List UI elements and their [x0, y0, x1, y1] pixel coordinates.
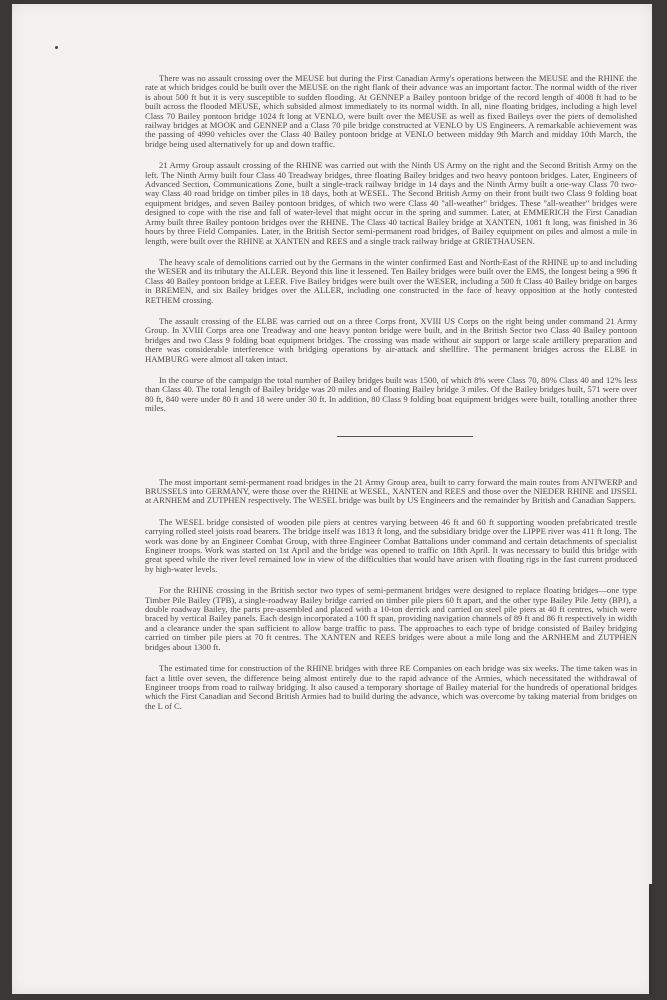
paragraph-elbe: The assault crossing of the ELBE was carried out on a three Corps front, XVIII US Corps on the right being under command 21 Army Group. In XVIII Corps area one Treadway and one heavy ponton bridge were built, and in the British Sector two Class 40 Bailey pontoon bridges and two Class 9 folding boat equipment bridges. The crossing was made without air support or large scale artillery preparation and there was considerable interference with bridging operations by air-attack and shellfire. The permanent bridges across the ELBE in HAMBURG were almost all taken intact. [145, 315, 637, 364]
document-page [12, 4, 652, 994]
paragraph-rhine-assault: 21 Army Group assault crossing of the RHINE was carried out with the Ninth US Army on the right and the Second British Army on the left. The Ninth Army built four Class 40 Treadway bridges, three floating Bailey bridges and two heavy pontoon bridges. Later, Engineers of Advanced Section, Communications Zone, built a single-track railway bridge in 14 days and the Ninth Army built a one-way Class 70 two-way Class 40 road bridge on timber piles in 18 days, both at WESEL. The Second British Army on their front built two Class 9 folding boat equipment bridges, and seven Bailey pontoon bridges, of which two were Class 40 "all-weather" bridges. These "all-weather" bridges were designed to cope with the rise and fall of water-level that might occur in the spring and summer. Later, at EMMERICH the First Canadian Army built three Bailey pontoon bridges over the RHINE. The Class 40 tactical Bailey bridge at XANTEN, 1081 ft long, was finished in 36 hours by three Field Companies. Later, in the British Sector semi-permanent road bridges, of Bailey equipment on piles and almost a mile in length, were built over the RHINE at XANTEN and REES and a single track railway bridge at GRIETHAUSEN. [145, 160, 637, 246]
paragraph-wesel: The WESEL bridge consisted of wooden pile piers at centres varying between 46 ft and 60 ft supporting wooden prefabricated trestle carrying rolled steel joists road bearers. The bridge itself was 1813 ft long, and the subsidiary bridge over the LIPPE river was 411 ft long. The work was done by an Engineer Combat Group, with three Engineer Combat Battalions under command and certain detachments of specialist Engineer troops. Work was started on 1st April and the bridge was opened to traffic on 18th April. It was necessary to build this bridge with great speed while the river level remained low in view of the difficulties that would have arisen with floating rigs in the fast current produced by high-water levels. [145, 516, 637, 574]
paragraph-demolitions: The heavy scale of demolitions carried out by the Germans in the winter confirmed East and North-East of the RHINE up to and including the WESER and its tributary the ALLER. Beyond this line it lessened. Ten Bailey bridges were built over the EMS, the longest being a 996 ft Class 40 Bailey pontoon bridge at LEER. Five Bailey bridges were built over the WESER, including a 500 ft Class 40 Bailey bridge on barges in BREMEN, and six Bailey bridges over the ALLER, including one constructed in the face of heavy opposition at the hotly contested RETHEM crossing. [145, 256, 637, 305]
divider-line [337, 436, 473, 437]
paragraph-bridge-totals: In the course of the campaign the total number of Bailey bridges built was 1500, of which 8% were Class 70, 80% Class 40 and 12% less than Class 40. The total length of Bailey bridge was 20 miles and of floating Bailey bridge 3 miles. Of the Bailey bridges built, 571 were over 80 ft, 840 were under 80 ft and 18 were under 30 ft. In addition, 80 Class 9 folding boat equipment bridges were built, totalling another three miles. [145, 374, 637, 414]
paragraph-construction-time: The estimated time for construction of the RHINE bridges with three RE Companies on each bridge was six weeks. The time taken was in fact a little over seven, the difference being almost entirely due to the rapid advance of the Armies, which necessitated the withdrawal of Engineer troops from road to railway bridging. It also caused a temporary shortage of Bailey material for the hundreds of operational bridges which the First Canadian and Second British Armies had to build during the advance, which was overcome by taking material from bridges on the L of C. [145, 663, 637, 711]
paragraph-rhine-british: For the RHINE crossing in the British sector two types of semi-permanent bridges were designed to replace floating bridges—one type Timber Pile Bailey (TPB), a single-roadway Bailey bridge carried on timber pile piers 60 ft apart, and the other type Bailey Pile Jetty (BPJ), a double roadway Bailey, the parts pre-assembled and placed with a 10-ton derrick and carried on steel pile piers at 40 ft centres, which were braced by vertical Bailey panels. Each design incorporated a 100 ft span, providing navigation channels of 89 ft and 86 ft respectively in width and a clearance under the span sufficient to allow barge traffic to pass. The approaches to each type of bridge consisted of Bailey bridging carried on timber pile piers at 70 ft centres. The XANTEN and REES bridges were about a mile long and the ARNHEM and ZUTPHEN bridges about 1300 ft. [145, 585, 637, 652]
page-mark [55, 46, 58, 49]
page-edge-shadow [649, 884, 652, 994]
body-text [145, 74, 637, 723]
section-divider [145, 426, 637, 448]
paragraph-semi-permanent: The most important semi-permanent road bridges in the 21 Army Group area, built to carry forward the main routes from ANTWERP and BRUSSELS into GERMANY, were those over the RHINE at WESEL, XANTEN and REES and those over the NIEDER RHINE and IJSSEL at ARNHEM and ZUTPHEN respectively. The WESEL bridge was built by US Engineers and the remainder by British and Canadian Sappers. [145, 476, 637, 506]
paragraph-meuse: There was no assault crossing over the MEUSE but during the First Canadian Army's operations between the MEUSE and the RHINE the rate at which bridges could be built over the MEUSE on the right flank of their advance was an important factor. The normal width of the river is about 500 ft but it is very susceptible to sudden flooding. At GENNEP a Bailey pontoon bridge of the record length of 4008 ft had to be built across the flooded MEUSE, which subsided almost immediately to its normal width. In all, nine floating bridges, including a high level Class 70 Bailey pontoon bridge 1024 ft long at VENLO, were built over the MEUSE as well as fixed Baileys over the piers of demolished railway bridges at MOOK and GENNEP and a Class 70 pile bridge constructed at VENLO by US Engineers. A remarkable achievement was the passing of 4990 vehicles over the Class 40 Bailey pontoon bridge at VENLO between midday 9th March and midday 10th March, the bridge being used alternatively for up and down traffic. [145, 73, 637, 149]
